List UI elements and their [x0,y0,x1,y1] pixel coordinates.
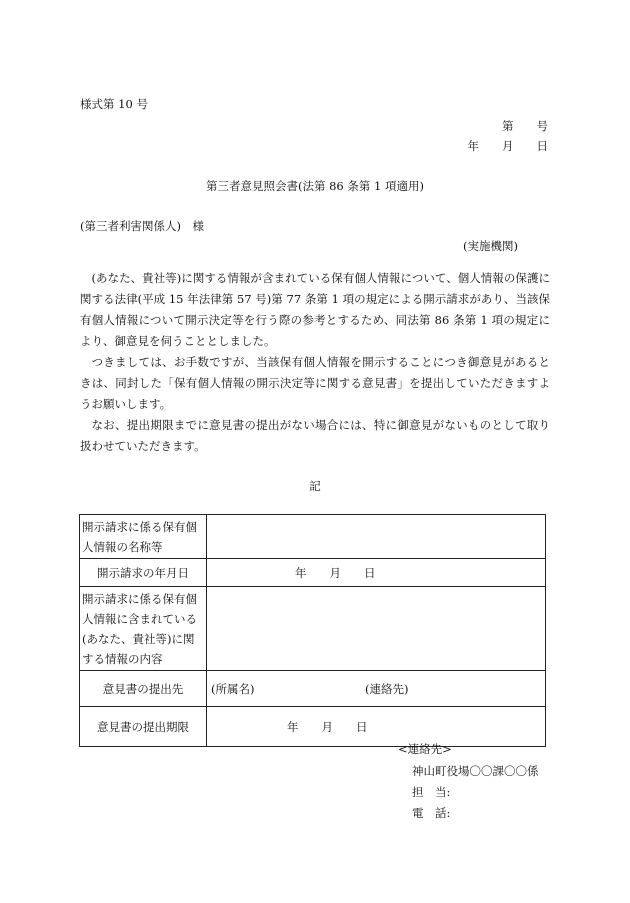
notation-heading: 記 [309,479,321,493]
info-table [79,514,546,747]
paragraph-3: なお、提出期限までに意見書の提出がない場合には、特に御意見がないものとして取り扱わせていただきます。 [80,418,550,453]
recipient: (第三者利害関係人) 様 [80,219,204,233]
row-label-request-date: 開示請求の年月日 [80,559,207,587]
contact-office: 神山町役場〇〇課〇〇係 [412,764,539,778]
affiliation-label: (所属名) [211,681,255,696]
row-label-info-content: 開示請求に係る保有個人情報に含まれている(あなた、貴社等)に関する情報の内容 [80,587,207,671]
contact-person: 担 当: [412,785,451,799]
table-row [80,587,546,671]
row-value-record-name [207,515,546,559]
document-title: 第三者意見照会書(法第 86 条第 1 項適用) [205,179,425,193]
document-number: 第 号 [502,119,548,133]
row-label-submit-to: 意見書の提出先 [80,671,207,707]
document-date: 年 月 日 [467,139,548,153]
contact-phone: 電 話: [412,806,451,820]
body-text [80,268,550,457]
row-label-record-name: 開示請求に係る保有個人情報の名称等 [80,515,207,559]
issuing-agency: (実施機関) [463,239,518,253]
form-number: 様式第 10 号 [80,97,148,111]
table-row [80,671,546,707]
row-label-deadline: 意見書の提出期限 [80,707,207,747]
table-row [80,559,546,587]
contact-heading: <連絡先> [398,742,452,756]
contact-label: (連絡先) [365,681,409,696]
table-row [80,707,546,747]
row-value-submit-to [207,671,546,707]
row-value-request-date: 年 月 日 [207,559,546,587]
row-value-deadline: 年 月 日 [207,707,546,747]
row-value-info-content [207,587,546,671]
table-row [80,515,546,559]
paragraph-2: つきましては、お手数ですが、当該保有個人情報を開示することにつき御意見があるときは、同封した「保有個人情報の開示決定等に関する意見書」を提出していただきますようお願いします。 [80,355,550,411]
paragraph-1: (あなた、貴社等)に関する情報が含まれている保有個人情報について、個人情報の保護に関する法律(平成 15 年法律第 57 号)第 77 条第 1 項の規定による開示請求があり、当該保有個人情報について開示決定等を行う際の参考とするため、同法第 86 条第 1 項の規定により、御意見を伺うこととしました。 [80,271,550,348]
